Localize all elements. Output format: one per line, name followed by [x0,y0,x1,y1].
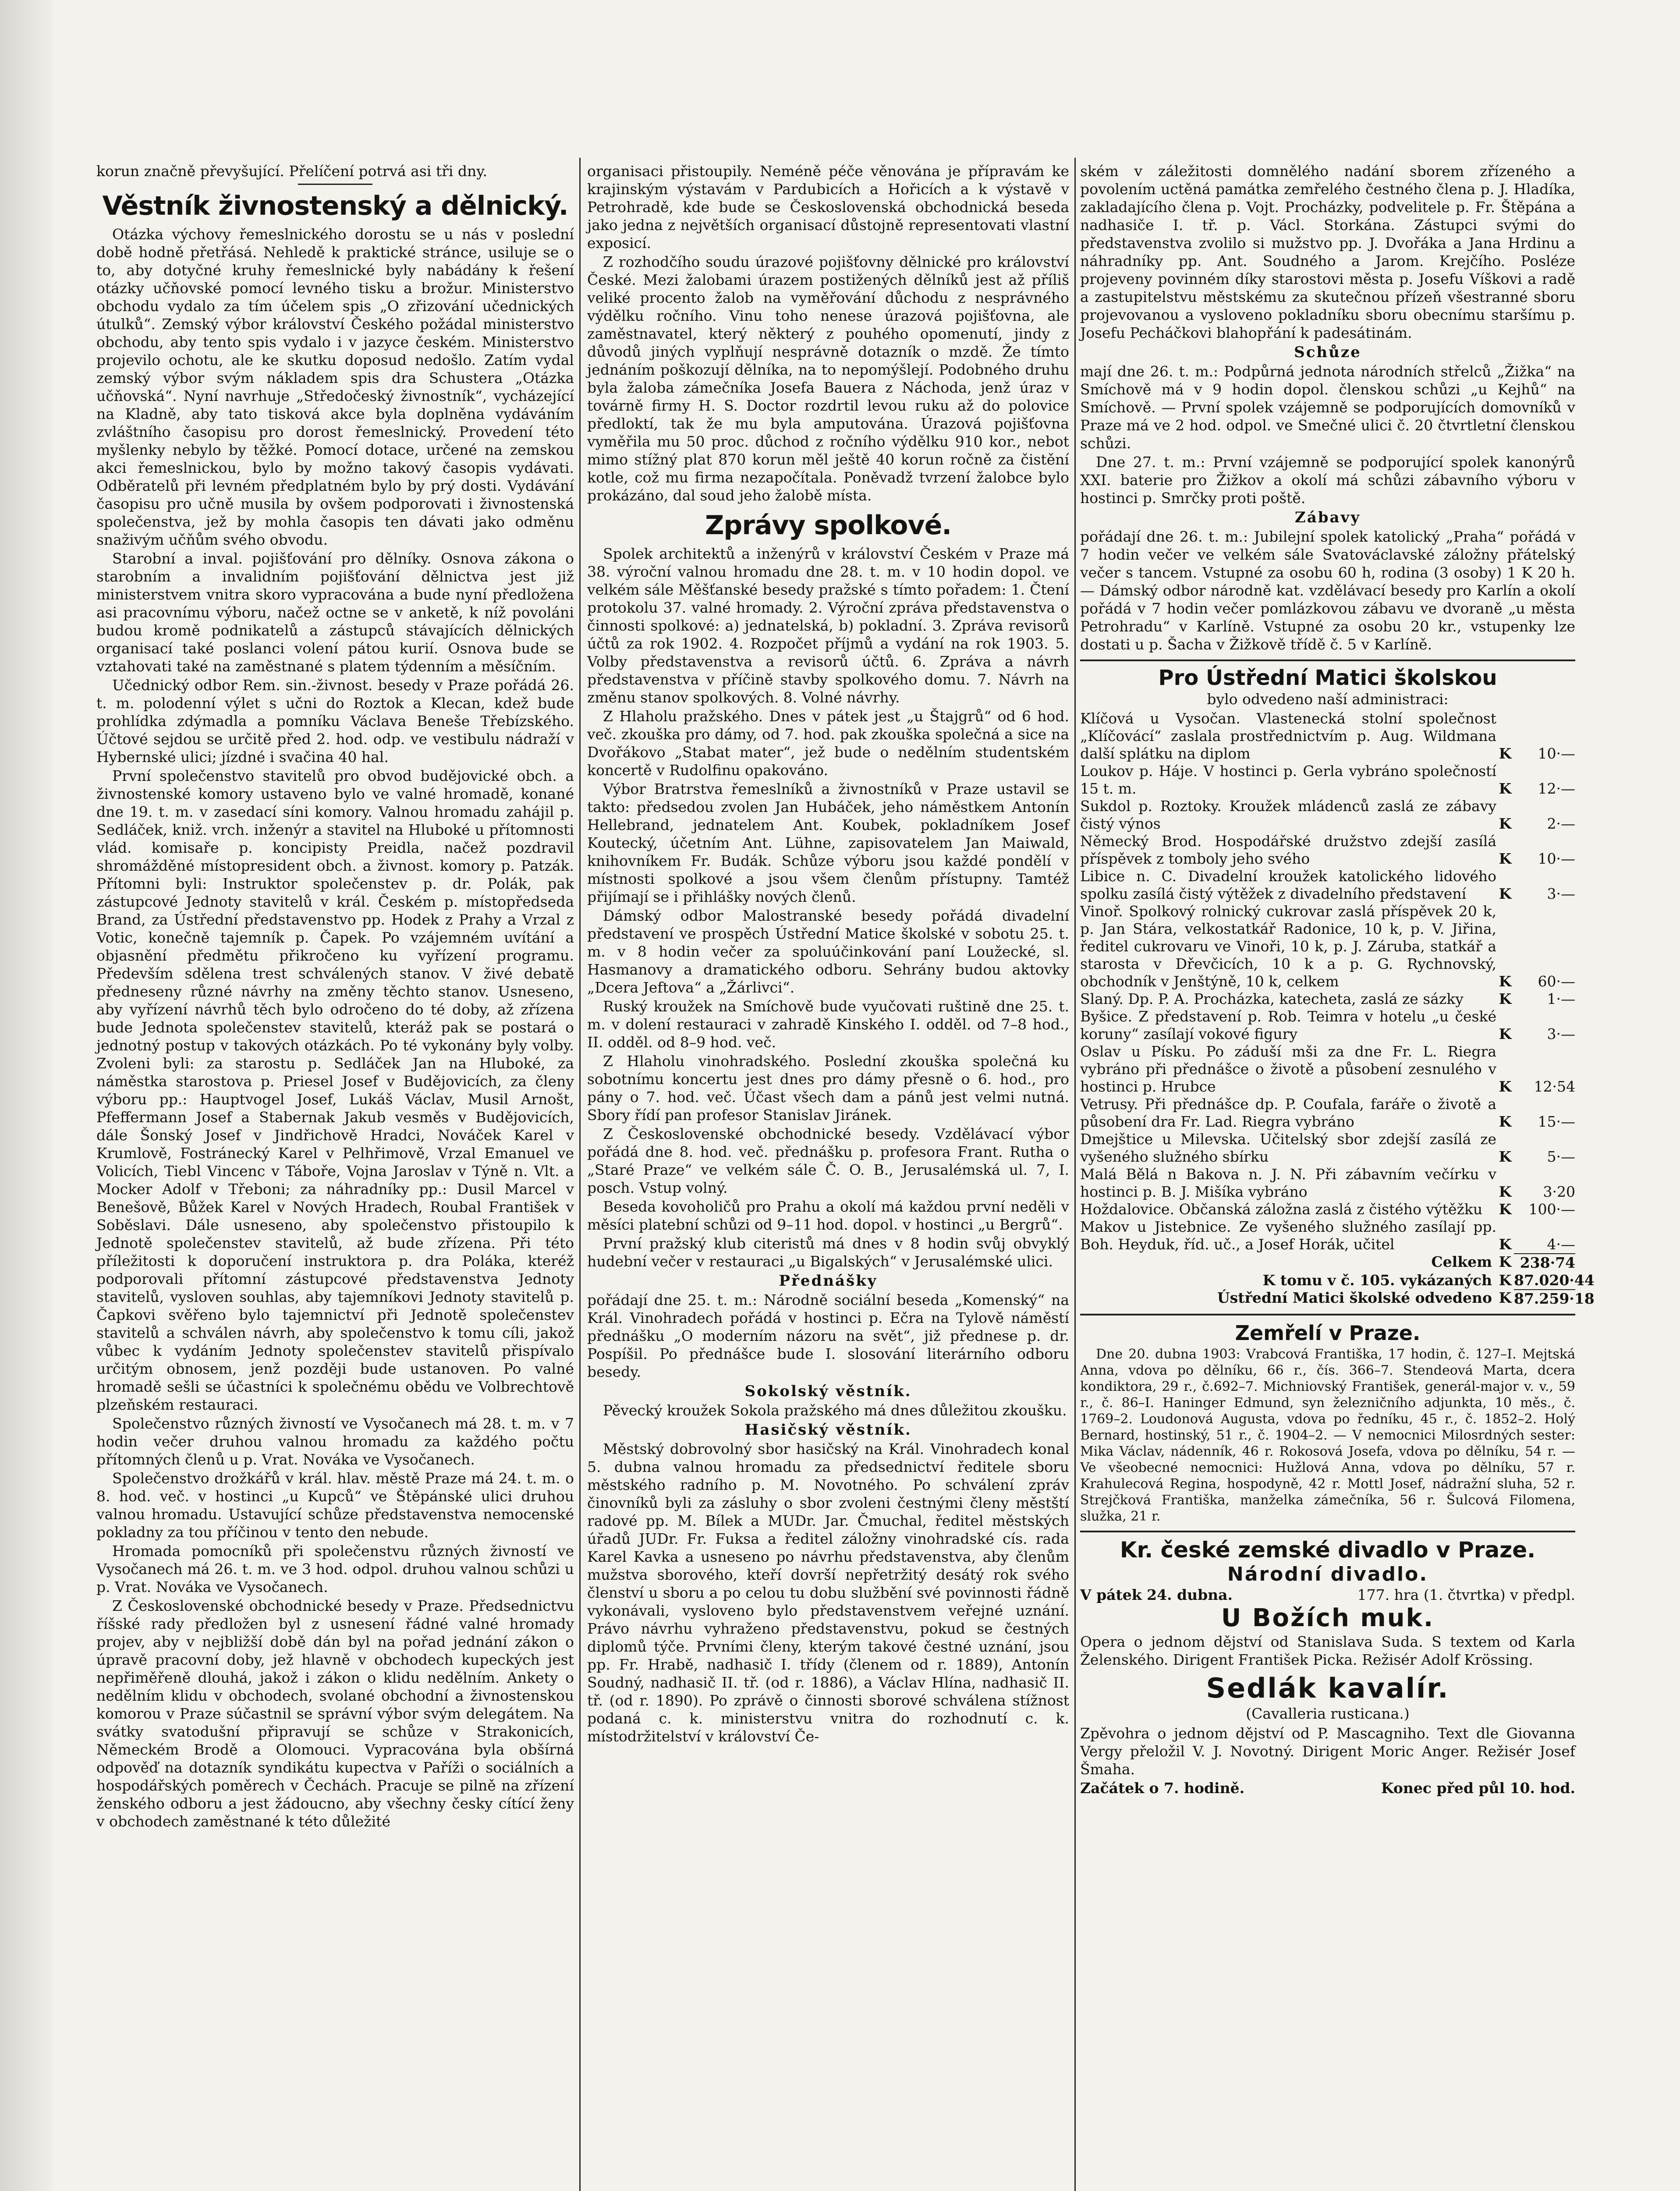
section-heading-trade: Věstník živnostenský a dělnický. [102,191,568,221]
currency-mark: K [1499,1183,1512,1200]
currency-mark: K [1499,1272,1512,1289]
article-paragraph: organisaci přistoupily. Neméně péče věnována je přípravám ke krajinským výstavám v Pardubicích a Hořicích a k výstavě v Petrohradě, kde bude se Československá obchodnická beseda jako jedna z největších organisací důstojně representovati vlastní exposicí. [587,163,1069,252]
donation-row [1080,1201,1575,1218]
donation-amount: 15·— [1538,1113,1575,1130]
subheading-firemen: Hasičský věstník. [744,1421,912,1439]
donation-amount: 3·— [1547,885,1575,902]
opera-title-1: U Božích muk. [1221,1604,1435,1632]
article-paragraph: Z rozhodčího soudu úrazové pojišťovny dělnické pro království České. Mezi žalobami úrazem postižených dělníků jest až příliš veliké procento žalob na vyměřování důchodu z nesprávného výdělku ročního. Vinu toho nenese úrazová pojišťovna, ale zaměstnavatel, který některý z pouhého opomenutí, jindy z důvodů jiných vyplňují nesprávně dotazník o mzdě. Že tímto jednáním poškozují dělníka, na to nepomýšlejí. Podobného druhu byla žaloba zámečníka Josefa Bauera z Náchoda, jenž úraz v továrně firmy H. S. Doctor rozdrtil levou ruku až do polovice předloktí, tak že mu byla amputována. Úrazová pojišťovna vyměřila mu 50 proc. důchod z ročního výdělku 910 kor., nebot mimo stížný plat 870 korun měl ještě 40 korun ročně za čistění kotle, což mu firma nezapočítala. Poněvadž tvrzení žalobce bylo prokázáno, dal soud jeho žalobě místa. [587,253,1069,504]
donation-text: Hoždalovice. Občanská záložna zaslá z čistého výtěžku [1080,1201,1483,1218]
theatre-heading: Kr. české zemské divadlo v Praze. [1080,1531,1575,1563]
total-amount: 238·74 [1514,1253,1575,1272]
article-paragraph: Společenstvo drožkářů v král. hlav. městě Praze má 24. t. m. o 8. hod. več. v hostinci „u Kupců“ ve Štěpánské ulici druhou valnou hromadu. Ustavující schůze představenstva nemocenské pokladny za tou příčinou v tento den nebude. [96,1470,574,1541]
opera-description-1: Opera o jednom dějství od Stanislava Suda. S textem od Karla Želenského. Dirigent František Picka. Režisér Adolf Krössing. [1080,1633,1575,1668]
donation-amount: 5·— [1547,1148,1575,1165]
article-paragraph: Z Hlaholu vinohradského. Poslední zkouška společná ku sobotnímu koncertu jest dnes pro dámy přesně o 6. hod., pro pány o 7. hod. več. Účast všech dam a pánů jest velmi nutná. Sbory řídí pan profesor Stanislav Jiránek. [587,1053,1069,1124]
currency-mark: K [1499,885,1512,902]
scan-left-edge [0,0,53,2191]
currency-mark: K [1499,1253,1512,1270]
article-paragraph: Hromada pomocníků při společenstvu různých živností ve Vysočanech má 26. t. m. ve 3 hod. odpol. druhou valnou schůzi u p. Vrat. Nováka ve Vysočanech. [96,1542,574,1595]
article-paragraph: První společenstvo stavitelů pro obvod budějovické obch. a živnostenské komory ustaveno bylo ve valné hromadě, konané dne 19. t. m. v zasedací síni komory. Valnou hromadu zahájil p. Sedláček, kniž. vrch. inženýr a stavitel na Hluboké u přítomnosti vlád. komisaře p. koncipisty Preidla, načež pozdravil shromážděné místopresident obch. a živnost. komory p. Patzák. Přítomni byli: Instruktor společenstev p. dr. Polák, pak zástupcové Jednoty stavitelů v král. Českém p. místopředseda Brand, za Ústřední představenstvo pp. Hodek z Prahy a Vrzal z Votic, konečně tajemník p. Čapek. Po vzájemném uvítání a objasnění předmětu přikročeno ku vyřízení programu. Především sdělena trest schválených stanov. V živé debatě předneseny různé návrhy na změny těchto stanov. Usneseno, aby vyřízení návrhů těch bylo odročeno do té doby, až zřízena bude Jednota společenstev stavitelů, kteráž pak se postará o jednotný postup v takových otázkách. Po té vykonány byly volby. Zvoleni byli: za starostu p. Sedláček Jan na Hluboké, za náměstka starostova p. Priesel Josef v Budějovicích, za členy výboru pp.: Hauptvogel Josef, Lukáš Václav, Musil Arnošt, Pfeffermann Josef a Stabernak Jakub vesměs v Budějovicích, dále Šonský Josef v Jindřichově Hradci, Nováček Karel v Krumlově, Fostránecký Karel v Pelhřimově, Vrzal Emanuel ve Volicích, Tiebl Vincenc v Táboře, Vojna Jaroslav v Týně n. Vlt. a Mocker Adolf v Třeboni; za náhradníky pp.: Dusil Marcel v Benešově, Bůžek Karel v Nových Hradech, Roubal František v Soběslavi. Dále usneseno, aby společenstvo přistoupilo k Jednotě společenstev stavitelů, až bude zřízena. Při této příležitosti k doporučení instruktora p. dra Poláka, kteréž podporovali přítomní zástupcové představenstva Jednoty stavitelů, vysloven souhlas, aby tajemníkovi Jednoty stavitelů p. Čapkovi svěřeno bylo tajemnictví při Jednotě společenstev stavitelů a schválen návrh, aby společenstvo k tomu cíli, jakož vůbec k vydáním Jednoty společenstev stavitelů přispívalo určitým obnosem, jenž později bude ustanoven. Po valné hromadě sešli se účastníci k společnému obědu ve Volbrechtově plzeňském restauraci. [96,767,574,1413]
article-paragraph: Dámský odbor Malostranské besedy pořádá divadelní představení ve prospěch Ústřední Matice školské v sobotu 25. t. m. v 8 hodin večer za spoluúčinkování paní Loužecké, sl. Hasmanovy a dramatického odboru. Sehrány budou aktovky „Dcera Jeftova“ a „Žárlivci“. [587,907,1069,996]
article-paragraph: Pěvecký kroužek Sokola pražského má dnes důležitou zkoušku. [603,1402,1067,1419]
donation-row [1080,868,1575,903]
currency-mark: K [1499,973,1512,990]
start-time: Začátek o 7. hodině. [1080,1780,1245,1797]
donation-box-title: Pro Ústřední Matici školskou [1080,659,1575,690]
donation-text: Německý Brod. Hospodářské družstvo zdejší zasílá příspěvek z tomboly jeho svého [1080,833,1496,867]
grand-label: Ústřední Matici školské odvedeno [1217,1289,1492,1306]
currency-mark: K [1499,1025,1512,1042]
donation-amount: 3·20 [1543,1183,1575,1200]
article-paragraph: Beseda kovoholičů pro Prahu a okolí má každou první neděli v měsíci platební schůzi od 9–11 hod. dopol. v hostinci „u Bergrů“. [587,1198,1069,1233]
column-divider-2 [1074,158,1076,2191]
deaths-heading: Zemřelí v Praze. [1080,1314,1575,1346]
donation-text: Vinoř. Spolkový rolnický cukrovar zaslá příspěvek 20 k, p. Jan Stára, velkostatkář Radonice, 10 k, p. V. Jiřina, ředitel cukrovaru ve Vinoři, 10 k, p. J. Záruba, statkář a starosta v Dřevčicích, 10 k a p. G. Rychnovský, obchodník v Jenštýně, 10 k, celkem [1080,903,1496,990]
subheading-lectures: Přednášky [779,1272,878,1290]
currency-mark: K [1499,1113,1512,1130]
donation-text: Libice n. C. Divadelní kroužek katolického lidového spolku zasílá čistý výtěžek z divadelního představení [1080,868,1496,902]
donation-row [1080,1096,1575,1131]
article-paragraph: Městský dobrovolný sbor hasičský na Král. Vinohradech konal 5. dubna valnou hromadu za předsednictví ředitele sboru městského radního p. M. Novotného. Po schválení zpráv činovníků byli za zásluhy o sbor zvoleni čestnými členy městští radové pp. M. Bílek a MUDr. Jar. Čmuchal, ředitel městských úřadů JUDr. Fr. Fuksa a ředitel záložny vinohradské cís. rada Karel Kavka a usneseno po návrhu představenstva, aby členům mužstva sborového, kteří dovrší nepřetržitý desátý rok svého členství u sboru a po celou tu dobu službění své povinnosti řádně vykonávali, vysloveno bylo představenstvem veřejné uznání. Právo návrhu vyhraženo představenstvu, pokud se čestných diplomů týče. Prvními členy, kterým takové čestné uznání, jsou pp. Fr. Hrabě, nadhasič I. třídy (členem od r. 1889), Antonín Soudný, nadhasič II. tř. (od r. 1886), a Václav Hlína, nadhasič II. tř. (od r. 1890). Po zprávě o činnosti sborové schválena stížnost podaná c. k. ministerstvu vnitra do rozhodnutí c. k. místodržitelství v království Če- [587,1440,1069,1745]
donation-text: Malá Bělá n Bakova n. J. N. Při zábavním večírku v hostinci p. B. J. Mišíka vybráno [1080,1166,1496,1200]
donation-amount: 10·— [1538,745,1575,762]
column-3 [1080,162,1595,1797]
opera-subtitle-2: (Cavalleria rusticana.) [1246,1705,1410,1722]
currency-mark: K [1499,745,1512,762]
subheading-entertainment: Zábavy [1294,509,1361,526]
currency-mark: K [1499,1236,1512,1253]
donation-total-row [1080,1253,1575,1272]
donation-text: Sukdol p. Roztoky. Kroužek mládenců zaslá ze zábavy čistý výnos [1080,798,1496,832]
article-paragraph: pořádají dne 26. t. m.: Jubilejní spolek katolický „Praha“ pořádá v 7 hodin večer ve velkém sále Svatováclavské záložny přátelský večer s tancem. Vstupné za osobu 60 h, rodina (3 osoby) 1 K 20 h. — Dámský odbor národně kat. vzdělávací besedy pro Karlín a okolí pořádá v 7 hodin večer pomlázkovou zábavu ve dvoraně „u města Petrohradu“ v Karlíně. Vstupné za osobu 20 kr., vstupenky lze dostati u p. Šacha v Žižkově třídě č. 5 v Karlíně. [1080,528,1575,653]
donation-row [1080,710,1575,762]
article-paragraph: Výbor Bratrstva řemeslníků a živnostníků v Praze ustavil se takto: předsedou zvolen Jan Hubáček, jeho náměstkem Antonín Hellebrand, jednatelem Ant. Koubek, pokladníkem Josef Koutecký, účetním Ant. Lühne, zapisovatelem Jan Maiwald, knihovníkem Fr. Budák. Schůze výboru jsou každé pondělí v místnosti spolkové a jsou všem členům přístupny. Tamtéž přijímají se i přihlášky nových členů. [587,780,1069,905]
donation-grand-row [1080,1289,1595,1308]
currency-mark: K [1499,780,1512,797]
article-paragraph: Z Československé obchodnické besedy. Vzdělávací výbor pořádá dne 8. hod. več. přednášku p. profesora Frant. Rutha o „Staré Praze“ ve velkém sále Č. O. B., Jerusalémská ul. 7, I. posch. Vstup volný. [587,1125,1069,1196]
donation-text: Dmejštice u Milevska. Učitelský sbor zdejší zasílá ze vyšeného služného sbírku [1080,1131,1496,1165]
performance-date: V pátek 24. dubna. [1080,1586,1233,1603]
column-1 [96,162,574,1831]
section-heading-clubs: Zprávy spolkové. [705,510,952,541]
opera-title-2: Sedlák kavalír. [1206,1672,1450,1704]
opera-description-2: Zpěvohra o jednom dějství od P. Mascagniho. Text dle Giovanna Vergy přeložil V. J. Novotný. Dirigent Moric Anger. Režisér Josef Šmaha. [1080,1725,1575,1778]
donation-list [1080,710,1575,1253]
column-2 [587,162,1069,1746]
currency-mark: K [1499,1289,1512,1306]
donation-row [1080,1218,1575,1253]
article-paragraph: Ruský kroužek na Smíchově bude vyučovati ruštině dne 25. t. m. v dolení restauraci v zahradě Kinského I. odděl. od 7–8 hod., II. odděl. od 8–9 hod. več. [587,998,1069,1051]
donation-text: Slaný. Dp. P. A. Procházka, katecheta, zaslá ze sázky [1080,990,1464,1007]
donation-row [1080,1131,1575,1166]
donation-row [1080,1166,1575,1201]
article-paragraph: Dne 27. t. m.: První vzájemně se podporující spolek kanonýrů XXI. baterie pro Žižkov a okolí má schůzi zábavního výboru v hostinci p. Smrčky proti poště. [1080,454,1575,507]
article-paragraph: Spolek architektů a inženýrů v království Českém v Praze má 38. výroční valnou hromadu dne 28. t. m. v 10 hodin dopol. ve velkém sále Měšťanské besedy pražské s tímto pořadem: 1. Čtení protokolu 37. valné hromady. 2. Výroční zpráva představenstva o činnosti spolkové: a) jednatelská, b) pokladní. 3. Zpráva revisorů účtů za rok 1902. 4. Rozpočet příjmů a vydání na rok 1903. 5. Volby představenstva a revisorů účtů. 6. Zpráva a návrh představenstva v příčině stavby spolkového domu. 7. Návrh na změnu stanov spolkových. 8. Volné návrhy. [587,545,1069,706]
donation-amount: 12·54 [1534,1078,1575,1095]
article-paragraph: Učednický odbor Rem. sin.-živnost. besedy v Praze pořádá 26. t. m. polodenní výlet s učni do Roztok a Klecan, kdež bude prohlídka zdýmadla a pomníku Václava Beneše Třebízského. Účtové sejdou se určitě před 2. hod. odp. ve vestibulu nádraží v Hybernské ulici; jízdné i svačina 40 hal. [96,677,574,766]
donation-row [1080,990,1575,1008]
currency-mark: K [1499,990,1512,1007]
article-paragraph: První pražský klub citeristů má dnes v 8 hodin svůj obvyklý hudební večer v restauraci „u Bigalských“ v Jerusalémské ulici. [587,1235,1069,1270]
donation-row [1080,1008,1575,1043]
donation-row [1080,1043,1575,1096]
donation-row [1080,833,1575,868]
performance-row [1080,1586,1575,1604]
donation-amount: 100·— [1528,1201,1575,1218]
subheading-meetings: Schůze [1294,344,1361,361]
donation-amount: 4·— [1547,1236,1575,1253]
donation-row [1080,762,1575,798]
donation-box-subtitle: bylo odvedeno naší administraci: [1207,691,1449,708]
subheading-sokol: Sokolský věstník. [744,1383,912,1400]
donation-text: Klíčová u Vysočan. Vlastenecká stolní společnost „Klíčovácí“ zaslala prostřednictvím p. Aug. Wildmana další splátku na diplom [1080,710,1496,762]
article-paragraph: Z Hlaholu pražského. Dnes v pátek jest „u Štajgrů“ od 6 hod. več. zkouška pro dámy, od 7. hod. pak zkouška společná a sice na Dvořákovo „Stabat mater“, jež bude o nedělním studentském koncertě v Rudolfinu opakováno. [587,708,1069,779]
currency-mark: K [1499,1148,1512,1165]
article-paragraph: pořádají dne 25. t. m.: Národně sociální beseda „Komenský“ na Král. Vinohradech pořádá v hostinci p. Ečra na Tylově náměstí přednášku „O moderním názoru na svět“, již přednese p. dr. Pospíšil. Po přednášce bude I. slosování literárního odboru besedy. [587,1291,1069,1380]
donation-amount: 3·— [1547,1025,1575,1042]
donation-amount: 12·— [1538,780,1575,797]
performance-info: 177. hra (1. čtvrtka) v předpl. [1357,1586,1575,1603]
donation-amount: 60·— [1538,973,1575,990]
donation-previous-row [1080,1272,1595,1289]
previous-label: K tomu v č. 105. vykázaných [1262,1272,1492,1289]
currency-mark: K [1499,1078,1512,1095]
performance-times [1080,1779,1575,1797]
article-paragraph: Společenstvo různých živností ve Vysočanech má 28. t. m. v 7 hodin večer druhou valnou hromadu za každého počtu přítomných členů u p. Vrat. Nováka ve Vysočanech. [96,1415,574,1468]
donation-text: Oslav u Písku. Po záduší mši za dne Fr. L. Riegra vybráno při přednášce o životě a působení zesnulého v hostinci p. Hrubce [1080,1043,1496,1095]
donation-row [1080,798,1575,833]
deaths-list: Dne 20. dubna 1903: Vrabcová Františka, 17 hodin, č. 127–I. Mejtská Anna, vdova po dělníku, 66 r., čís. 366–7. Stendeová Marta, dcera kondiktora, 29 r., č.692–7. Michniovský František, generál-major v. v., 59 r., č. 86–I. Haninger Edmund, syn železničního adjunkta, 10 měs., č. 1769–2. Loudonová Augusta, vdova po ředníku, 45 r., č. 1852–2. Holý Bernard, hostinský, 51 r., č. 1904–2. — V nemocnici Milosrdných sester: Mika Václav, nádenník, 46 r. Rokosová Josefa, vdova po dělníku, 54 r. — Ve všeobecné nemocnici: Hužlová Anna, vdova po dělníku, 57 r. Krahulecová Regina, hospodyně, 42 r. Mottl Josef, nádražní sluha, 52 r. Strejčková Františka, manželka zámečníka, 56 r. Šulcová Filomena, služka, 21 r. [1080,1347,1575,1524]
intro-text: korun značně převyšující. Přelíčení potrvá asi tři dny. [96,163,488,180]
currency-mark: K [1499,850,1512,867]
article-paragraph: Otázka výchovy řemeslnického dorostu se u nás v poslední době hodně přetřásá. Nehledě k praktické stránce, usiluje se o to, aby dotyčné kruhy řemeslnické byly nabádány k řešení otázky učňovské pomocí levného tisku a brožur. Ministerstvo obchodu vydalo za tím účelem spis „O zřizování učednických útulků“. Zemský výbor království Českého požádal ministerstvo obchodu, aby tento spis vydalo i v jazyce českém. Ministerstvo projevilo ochotu, ale ke skutku doposud nedošlo. Zatím vydal zemský výbor svým nákladem spis dra Schustera „Otázka učňovská“. Nyní navrhuje „Středočeský živnostník“, vycházející na Kladně, aby tato tisková akce byla doplněna vydáváním zvláštního časopisu pro dorost řemeslnický. Provedení této myšlenky nebylo by těžké. Pomocí dotace, určené na zemskou akci řemeslnickou, bylo by možno takový časopis vydávati. Odběratelů při levném předplatném bylo by prý dosti. Vydávání časopisu pro učně musila by ovšem podporovati i živnostenská společenstva, jež by mohla časopis ten dávati jako odměnu snaživým učňům svého obvodu. [96,226,574,548]
previous-amount: 87.020·44 [1514,1272,1595,1289]
end-time: Konec před půl 10. hod. [1381,1780,1575,1797]
theatre-subheading: Národní divadlo. [1227,1563,1428,1585]
column-divider-1 [579,158,581,2191]
currency-mark: K [1499,1201,1512,1218]
article-paragraph: mají dne 26. t. m.: Podpůrná jednota národních střelců „Žižka“ na Smíchově má v 9 hodin dopol. členskou schůzi „u Kejhů“ na Smíchově. — První spolek vzájemně se podporujících domovníků v Praze má ve 2 hod. odpol. ve Smečné ulici č. 20 čtvrtletní členskou schůzi. [1080,363,1575,452]
donation-text: Loukov p. Háje. V hostinci p. Gerla vybráno společností 15 t. m. [1080,762,1496,797]
grand-amount: 87.259·18 [1514,1290,1595,1307]
donation-amount: 10·— [1538,850,1575,867]
article-paragraph: Z Československé obchodnické besedy v Praze. Předsednictvu říšské rady předložen byl z usnesení řádné valné hromady projev, aby v nejbližší době dán byl na pořad jednání zákon o úpravě pracovní doby, jež hlavně v obchodech kupeckých jest nepřiměřeně dlouhá, jakož i zákon o klidu nedělním. Ankety o nedělním klidu v obchodech, svolané obchodní a živnostenskou komorou v Praze súčastnil se správní výbor svým delegátem. Na svátky svatodušní připravují se schůze v Strakonicích, Německém Brodě a Olomouci. Vypracována byla obšírná odpověď na dotazník syndikátu kupectva v Paříži o sociálních a hospodářských poměrech v Čechách. Pracuje se pilně na zřízení ženského odboru a jest žádoucno, aby všechny česky cítící ženy v obchodech zaměstnané k této důležité [96,1597,574,1830]
donation-amount: 2·— [1547,815,1575,832]
total-label: Celkem [1431,1253,1492,1270]
article-paragraph: Starobní a inval. pojišťování pro dělníky. Osnova zákona o starobním a invalidním pojišťování dělnictva jest již ministerstvem vnitra skoro vypracována a bude nyní předložena asi pracovnímu výboru, načež octne se v anketě, k níž povoláni budou kromě podnikatelů a zástupců stávajících dělnických organisací také poslanci volení pátou kurií. Osnova bude se vztahovati také na zaměstnané s platem týdenním a měsíčním. [96,550,574,675]
donation-text: Vetrusy. Při přednášce dp. P. Coufala, faráře o životě a působení dra Fr. Lad. Riegra vybráno [1080,1096,1496,1130]
donation-row [1080,903,1575,990]
donation-text: Makov u Jistebnice. Ze vyšeného služného zasílají pp. Boh. Heyduk, říd. uč., a Josef Horák, učitel [1080,1218,1496,1253]
donation-text: Byšice. Z představení p. Rob. Teimra v hotelu „u české koruny“ zasílají vokové figury [1080,1008,1496,1042]
short-rule [298,184,372,185]
article-paragraph: ském v záležitosti domnělého nadání sborem zřízeného a povolením uctěná památka zemřelého čestného člena p. J. Hladíka, zakladajícího člena p. Vojt. Procházky, podvelitele p. Fr. Štěpána a nadhasiče I. tř. p. Václ. Storkána. Zástupci svými do představenstva zvolilo si mužstvo pp. J. Dvořáka a Jana Hrdinu a náhradníky pp. Ant. Soudného a Jarom. Krejčího. Posléze projeveny povinném díky starostovi města p. Josefu Víškovi a radě a zastupitelstvu městskému za skutečnou přízeň všestranné sboru projevovanou a vysloveno pokladníku sboru obecnímu staršímu p. Josefu Pecháčkovi blahopřání k padesátinám. [1080,163,1575,341]
currency-mark: K [1499,815,1512,832]
donation-amount: 1·— [1547,990,1575,1007]
